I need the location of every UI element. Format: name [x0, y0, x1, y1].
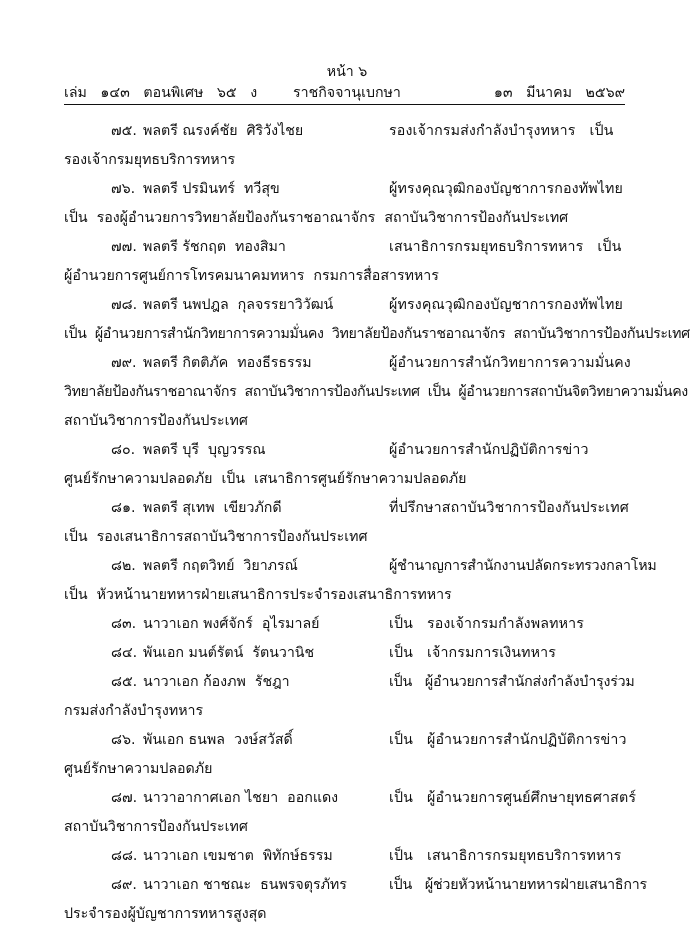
appointment-entry [64, 552, 657, 610]
position-continuation: ประจำรองผู้บัญชาการทหารสูงสุด [64, 906, 267, 922]
position-text: เป็น ผู้อำนวยการศูนย์ศึกษายุทธศาสตร์ [389, 790, 637, 806]
appointment-entry [64, 784, 637, 842]
appointment-entry [64, 726, 625, 784]
position-continuation: ศูนย์รักษาความปลอดภัย เป็น เสนาธิการศูนย์รักษาความปลอดภัย [64, 471, 467, 487]
officer-name: พลตรี สุเทพ เขียวภักดี [143, 500, 282, 516]
position-text: เป็น ผู้อำนวยการสำนักส่งกำลังบำรุงร่วม [389, 674, 635, 690]
position-continuation: รองเจ้ากรมยุทธบริการทหาร [64, 152, 236, 168]
position-continuation: ศูนย์รักษาความปลอดภัย [64, 761, 213, 777]
position-continuation: เป็น รองเสนาธิการสถาบันวิชาการป้องกันประเทศ [64, 529, 368, 545]
appointment-entry [64, 494, 629, 552]
position-continuation: เป็น รองผู้อำนวยการวิทยาลัยป้องกันราชอาณาจักร สถาบันวิชาการป้องกันประเทศ [64, 210, 569, 226]
officer-name: พันเอก ธนพล วงษ์สวัสดิ์ [143, 732, 293, 748]
appointment-entry [64, 291, 690, 349]
appointment-entry [64, 436, 625, 494]
position-continuation: สถาบันวิชาการป้องกันประเทศ [64, 413, 248, 429]
entry-number: ๘๐. [111, 442, 136, 458]
position-text: เป็น รองเจ้ากรมกำลังพลทหาร [389, 616, 584, 632]
entry-number: ๘๘. [111, 848, 138, 864]
officer-name: นาวาอากาศเอก ไชยา ออกแดง [143, 790, 339, 806]
entry-number: ๗๖. [111, 181, 136, 197]
appointment-entry [64, 349, 688, 436]
entry-number: ๘๙. [111, 877, 137, 893]
position-text: ผู้ทรงคุณวุฒิกองบัญชาการกองทัพไทย [389, 297, 623, 313]
gazette-volume-issue: เล่ม ๑๔๓ ตอนพิเศษ ๖๕ ง [64, 85, 258, 101]
officer-name: นาวาเอก ชาชณะ ธนพรจตุรภัทร [143, 877, 347, 893]
entry-number: ๗๙. [111, 355, 137, 371]
position-text: ผู้ชำนาญการสำนักงานปลัดกระทรวงกลาโหม [389, 558, 657, 574]
entry-number: ๘๔. [111, 645, 138, 661]
position-text: ผู้อำนวยการสำนักวิทยาการความมั่นคง [389, 355, 631, 371]
page-number: หน้า ๖ [326, 64, 368, 80]
position-text: รองเจ้ากรมส่งกำลังบำรุงทหาร เป็น [389, 123, 614, 139]
officer-name: นาวาเอก เขมชาต พิทักษ์ธรรม [143, 848, 333, 864]
position-text: เสนาธิการกรมยุทธบริการทหาร เป็น [389, 239, 622, 255]
position-continuation: เป็น หัวหน้านายทหารฝ่ายเสนาธิการประจำรองเสนาธิการทหาร [64, 587, 452, 603]
officer-name: นาวาเอก ก้องภพ รัชฎา [143, 674, 290, 690]
position-continuation: กรมส่งกำลังบำรุงทหาร [64, 703, 204, 719]
appointment-entry [64, 610, 625, 639]
entry-number: ๘๑. [111, 500, 136, 516]
gazette-date: ๑๓ มีนาคม ๒๕๖๙ [493, 85, 625, 101]
officer-name: นาวาเอก พงศ์จักร์ อุไรมาลย์ [143, 616, 320, 632]
officer-name: พลตรี กฤตวิทย์ วิยาภรณ์ [143, 558, 298, 574]
appointment-entry [64, 871, 647, 929]
position-text: ที่ปรึกษาสถาบันวิชาการป้องกันประเทศ [389, 500, 629, 516]
officer-name: พันเอก มนต์รัตน์ รัตนวานิช [143, 645, 315, 661]
appointment-entry [64, 233, 625, 291]
position-text: เป็น เจ้ากรมการเงินทหาร [389, 645, 557, 661]
position-text: เป็น เสนาธิการกรมยุทธบริการทหาร [389, 848, 622, 864]
officer-name: พลตรี นพปฎล กุลจรรยาวิวัฒน์ [143, 297, 334, 313]
appointment-entry [64, 117, 625, 175]
officer-name: พลตรี รัชกฤต ทองสิมา [143, 239, 286, 255]
position-text: ผู้อำนวยการสำนักปฏิบัติการข่าว [389, 442, 589, 458]
appointment-entry [64, 639, 625, 668]
position-text: ผู้ทรงคุณวุฒิกองบัญชาการกองทัพไทย [389, 181, 623, 197]
officer-name: พลตรี บุรี บุญวรรณ [143, 442, 266, 458]
position-continuation: ผู้อำนวยการศูนย์การโทรคมนาคมทหาร กรมการสื่อสารทหาร [64, 268, 439, 284]
entry-number: ๘๕. [111, 674, 138, 690]
appointment-list [64, 117, 690, 929]
officer-name: พลตรี กิตติภัค ทองธีรธรรม [143, 355, 312, 371]
entry-number: ๗๘. [111, 297, 138, 313]
position-text: เป็น ผู้ช่วยหัวหน้านายทหารฝ่ายเสนาธิการ [389, 877, 647, 893]
entry-number: ๘๖. [111, 732, 136, 748]
officer-name: พลตรี ปรมินทร์ ทวีสุข [143, 181, 280, 197]
position-continuation: สถาบันวิชาการป้องกันประเทศ [64, 819, 248, 835]
appointment-entry [64, 175, 625, 233]
header-rule [64, 104, 625, 105]
entry-number: ๘๗. [111, 790, 138, 806]
gazette-title: ราชกิจจานุเบกษา [293, 85, 401, 101]
appointment-entry [64, 842, 625, 871]
officer-name: พลตรี ณรงค์ชัย ศิริวังไชย [143, 123, 304, 139]
entry-number: ๘๓. [111, 616, 137, 632]
position-continuation: เป็น ผู้อำนวยการสำนักวิทยาการความมั่นคง วิทยาลัยป้องกันราชอาณาจักร สถาบันวิชาการป้องกันประเทศ [64, 326, 690, 342]
entry-number: ๘๒. [111, 558, 136, 574]
position-continuation: วิทยาลัยป้องกันราชอาณาจักร สถาบันวิชาการป้องกันประเทศ เป็น ผู้อำนวยการสถาบันจิตวิทยาความมั่นคง [64, 384, 688, 400]
appointment-entry [64, 668, 635, 726]
entry-number: ๗๗. [111, 239, 137, 255]
entry-number: ๗๕. [111, 123, 137, 139]
position-text: เป็น ผู้อำนวยการสำนักปฏิบัติการข่าว [389, 732, 627, 748]
